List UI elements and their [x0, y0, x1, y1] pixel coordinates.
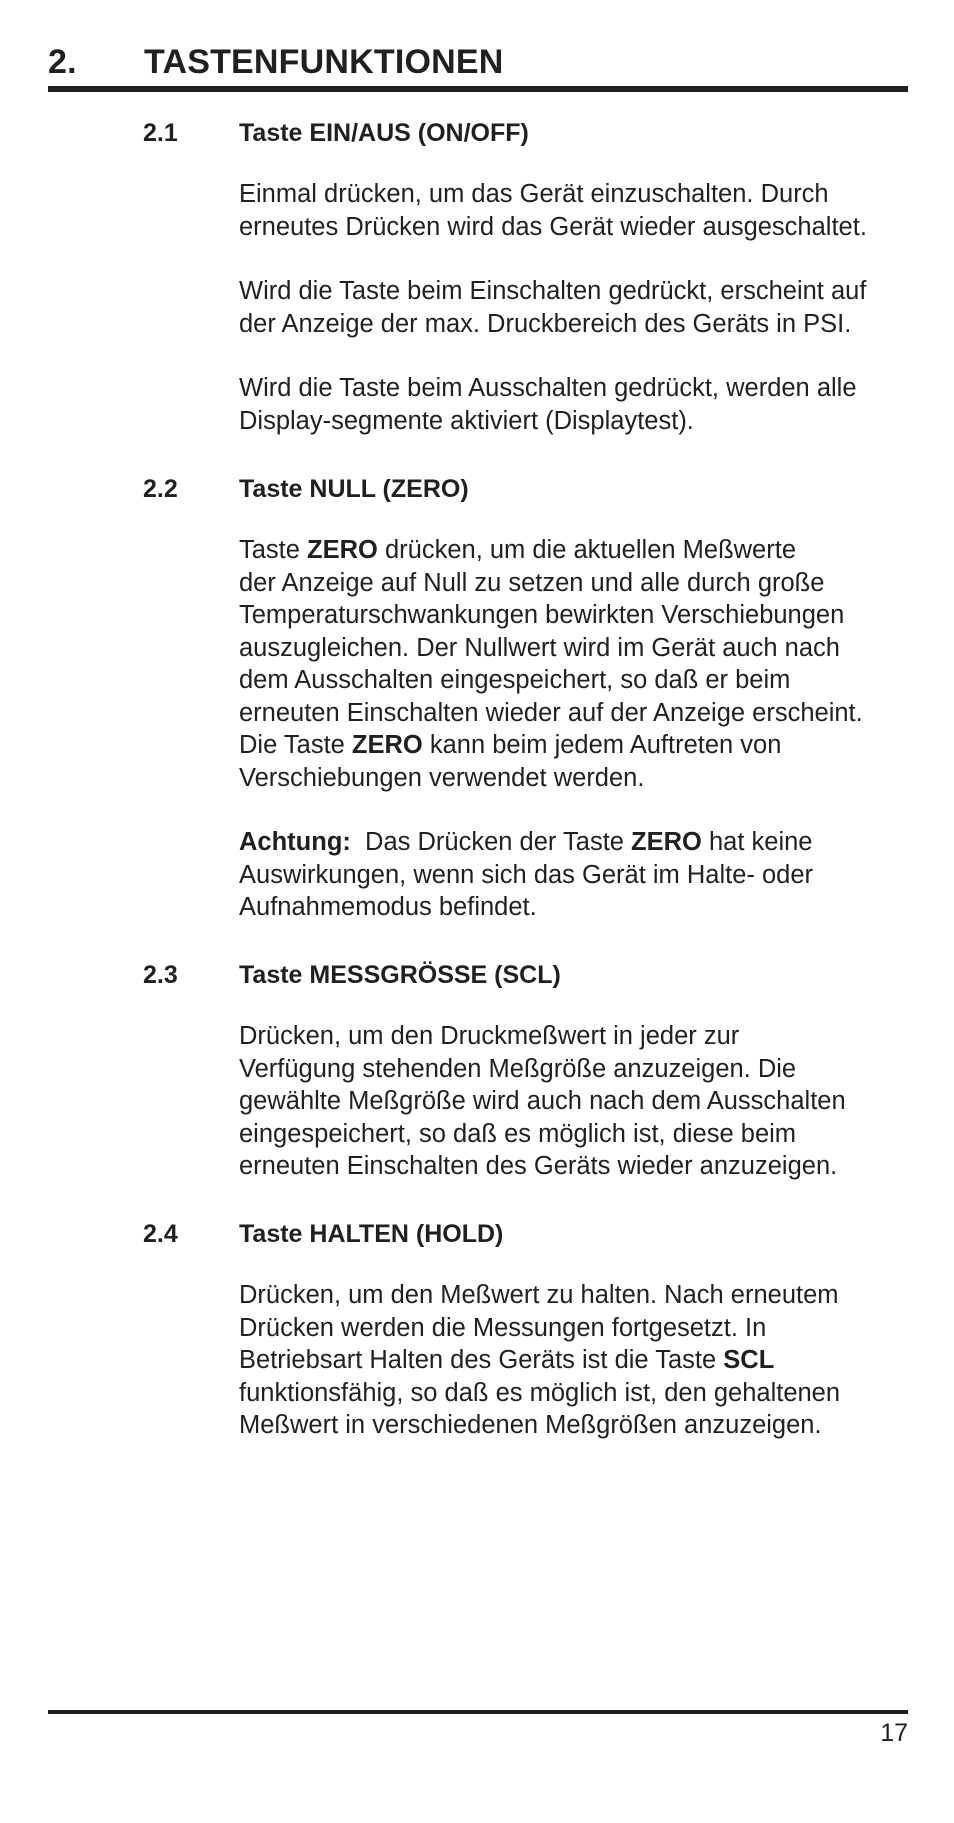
paragraph: [239, 534, 919, 794]
key-name: SCL: [723, 1346, 775, 1374]
paragraph: [239, 1279, 919, 1442]
paragraph: [239, 178, 919, 243]
text-line: der Anzeige auf Null zu setzen und alle durch große: [239, 568, 825, 597]
paragraph: [239, 1020, 919, 1183]
text-line: erneutes Drücken wird das Gerät wieder ausgeschaltet.: [239, 212, 867, 241]
text-line: Die Taste ZERO kann beim jedem Auftreten von: [239, 731, 782, 759]
text-line: Verfügung stehenden Meßgröße anzuzeigen. Die: [239, 1054, 797, 1083]
text-line: Achtung: Das Drücken der Taste ZERO hat keine: [239, 828, 813, 856]
text-line: Taste ZERO drücken, um die aktuellen Meßwerte: [239, 536, 797, 564]
section-title: Taste MESSGRÖSSE (SCL): [239, 961, 561, 989]
text-line: Auswirkungen, wenn sich das Gerät im Halte- oder: [239, 860, 814, 889]
text-line: Wird die Taste beim Einschalten gedrückt, erscheint auf: [239, 277, 867, 305]
section-number: 2.4: [143, 1220, 178, 1248]
text-line: der Anzeige der max. Druckbereich des Geräts in PSI.: [239, 309, 852, 338]
text-line: funktionsfähig, so daß es möglich ist, den gehaltenen: [239, 1378, 841, 1407]
text-line: dem Ausschalten eingespeichert, so daß er beim: [239, 666, 791, 694]
text-line: erneuten Einschalten des Geräts wieder anzuzeigen.: [239, 1152, 838, 1180]
text-line: auszugleichen. Der Nullwert wird im Gerät auch nach: [239, 633, 840, 662]
chapter-title: TASTENFUNKTIONEN: [144, 43, 504, 81]
text-line: Drücken, um den Meßwert zu halten. Nach erneutem: [239, 1281, 839, 1309]
paragraph: [239, 275, 919, 340]
text-line: Aufnahmemodus befindet.: [239, 893, 537, 921]
page-number: 17: [880, 1719, 908, 1747]
section-title: Taste EIN/AUS (ON/OFF): [239, 119, 529, 147]
text-line: Drücken werden die Messungen fortgesetzt. In: [239, 1313, 767, 1342]
key-name: ZERO: [631, 828, 702, 856]
text-line: Einmal drücken, um das Gerät einzuschalten. Durch: [239, 180, 829, 208]
text-line: Drücken, um den Druckmeßwert in jeder zur: [239, 1022, 740, 1050]
text-line: Meßwert in verschiedenen Meßgrößen anzuzeigen.: [239, 1411, 822, 1439]
paragraph: [239, 826, 919, 924]
key-name: ZERO: [351, 731, 423, 759]
footer-rule: [48, 1710, 908, 1714]
text-line: Verschiebungen verwendet werden.: [239, 763, 645, 792]
key-name: ZERO: [307, 536, 378, 564]
text-line: Betriebsart Halten des Geräts ist die Taste SCL: [239, 1346, 775, 1374]
section-number: 2.3: [143, 961, 178, 989]
text-line: erneuten Einschalten wieder auf der Anzeige erscheint.: [239, 698, 863, 727]
section-number: 2.2: [143, 475, 178, 503]
chapter-number: 2.: [48, 43, 77, 81]
text-line: Display-segmente aktiviert (Displaytest).: [239, 406, 694, 435]
section-title: Taste NULL (ZERO): [239, 475, 469, 503]
text-line: Wird die Taste beim Ausschalten gedrückt, werden alle: [239, 374, 857, 402]
text-line: eingespeichert, so daß es möglich ist, diese beim: [239, 1119, 797, 1148]
text-line: Temperaturschwankungen bewirkten Verschiebungen: [239, 601, 845, 629]
text-line: gewählte Meßgröße wird auch nach dem Ausschalten: [239, 1087, 846, 1115]
section-number: 2.1: [143, 119, 178, 147]
paragraph: [239, 372, 919, 437]
warning-label: Achtung:: [239, 828, 351, 856]
chapter-header: [48, 40, 908, 92]
section-title: Taste HALTEN (HOLD): [239, 1220, 504, 1248]
